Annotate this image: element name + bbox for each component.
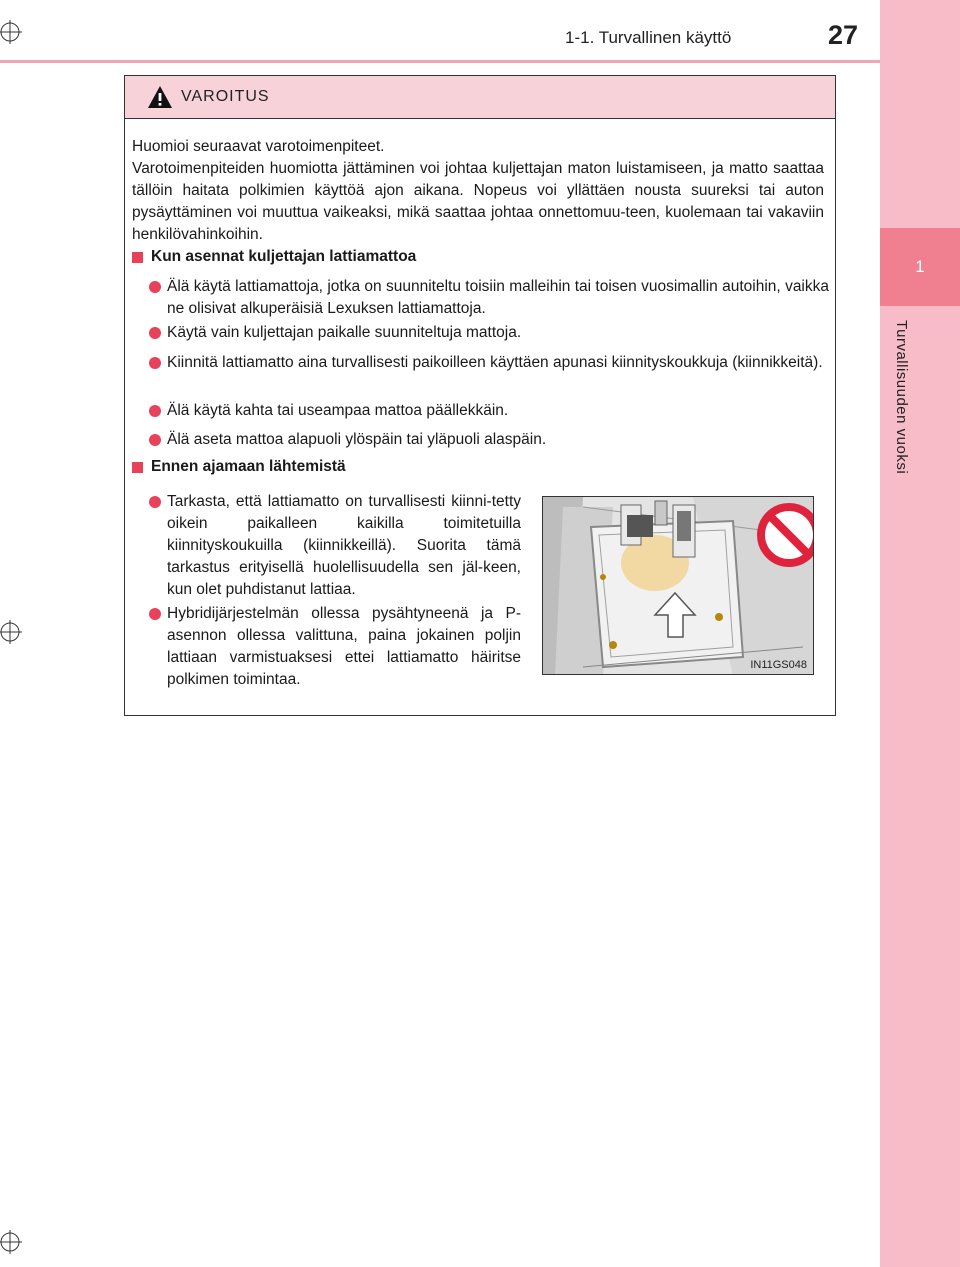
section-header-title: 1-1. Turvallinen käyttö: [565, 28, 732, 47]
floor-mat-illustration: [542, 496, 814, 675]
warning-box: [124, 75, 836, 716]
floor-mat-drawing: [543, 497, 814, 675]
round-bullet-icon: [149, 608, 161, 620]
intro-paragraph: Varotoimenpiteiden huomiotta jättäminen voi johtaa kuljettajan maton luistamiseen, ja matto saattaa tällöin haitata polkimien käyttöä ajon aikana. Nopeus voi yllättäen nousta suureksi tai auton pysäyttäminen voi muuttua vaikeaksi, mikä saattaa johtaa onnettomuu-teen, kuolemaan tai vakaviin henkilövahinkoihin.: [132, 160, 824, 243]
round-bullet-icon: [149, 405, 161, 417]
round-bullet-icon: [149, 357, 161, 369]
square-bullet-icon: [132, 462, 143, 473]
section-heading-text: Kun asennat kuljettajan lattiamattoa: [151, 248, 417, 265]
page-number: 27: [828, 20, 859, 50]
list-item: [149, 276, 829, 320]
warning-title: VAROITUS: [181, 88, 270, 105]
list-item-text: Älä aseta mattoa alapuoli ylöspäin tai yläpuoli alaspäin.: [167, 431, 547, 448]
list-item: [149, 400, 829, 422]
round-bullet-icon: [149, 281, 161, 293]
registration-mark-top-left: [0, 10, 40, 50]
list-item-text: Käytä vain kuljettajan paikalle suunniteltuja mattoja.: [167, 324, 522, 341]
list-item: [149, 603, 521, 691]
registration-mark-mid-left: [0, 612, 40, 652]
chapter-number-box: [880, 228, 960, 306]
list-item: [149, 322, 829, 344]
header-divider: [0, 60, 880, 63]
round-bullet-icon: [149, 327, 161, 339]
section-heading-installing: [132, 248, 416, 266]
round-bullet-icon: [149, 434, 161, 446]
intro-line-1: Huomioi seuraavat varotoimenpiteet.: [132, 138, 385, 155]
chapter-side-tab: [880, 0, 960, 1267]
round-bullet-icon: [149, 496, 161, 508]
list-item-text: Kiinnitä lattiamatto aina turvallisesti paikoilleen käyttäen apunasi kiinnityskoukkuja (kiinnikkeitä).: [167, 354, 823, 371]
list-item-text: Älä käytä kahta tai useampaa mattoa päällekkäin.: [167, 402, 509, 419]
warning-intro: [132, 136, 824, 246]
warning-header: [125, 76, 835, 119]
list-item: [149, 429, 829, 451]
section-heading-text: Ennen ajamaan lähtemistä: [151, 458, 346, 475]
chapter-number: 1: [915, 257, 925, 276]
square-bullet-icon: [132, 252, 143, 263]
warning-triangle-icon: [147, 85, 173, 109]
registration-mark-bottom-left: [0, 1222, 40, 1262]
list-item: [149, 491, 521, 601]
chapter-title: Turvallisuuden vuoksi: [893, 320, 910, 475]
list-item-text: Tarkasta, että lattiamatto on turvallisesti kiinni-tetty oikein paikalleen kaikilla toimitetuilla kiinnityskoukuilla (kiinnikkeillä). Suorita tämä tarkastus erityisellä huolellisuudella sen jäl-keen, kun olet puhdistanut lattiaa.: [167, 493, 521, 598]
list-item-text: Älä käytä lattiamattoja, jotka on suunniteltu toisiin malleihin tai toisen vuosimallin autoihin, vaikka ne olisivat alkuperäisiä Lexuksen lattiamattoja.: [167, 278, 829, 317]
list-item: [149, 352, 829, 374]
figure-code: IN11GS048: [750, 659, 807, 671]
list-item-text: Hybridijärjestelmän ollessa pysähtyneenä ja P-asennon ollessa valittuna, paina jokainen poljin lattiaan varmistuaksesi ettei lattiamatto häiritse polkimen toimintaa.: [167, 605, 521, 688]
section-heading-before-driving: [132, 458, 346, 476]
